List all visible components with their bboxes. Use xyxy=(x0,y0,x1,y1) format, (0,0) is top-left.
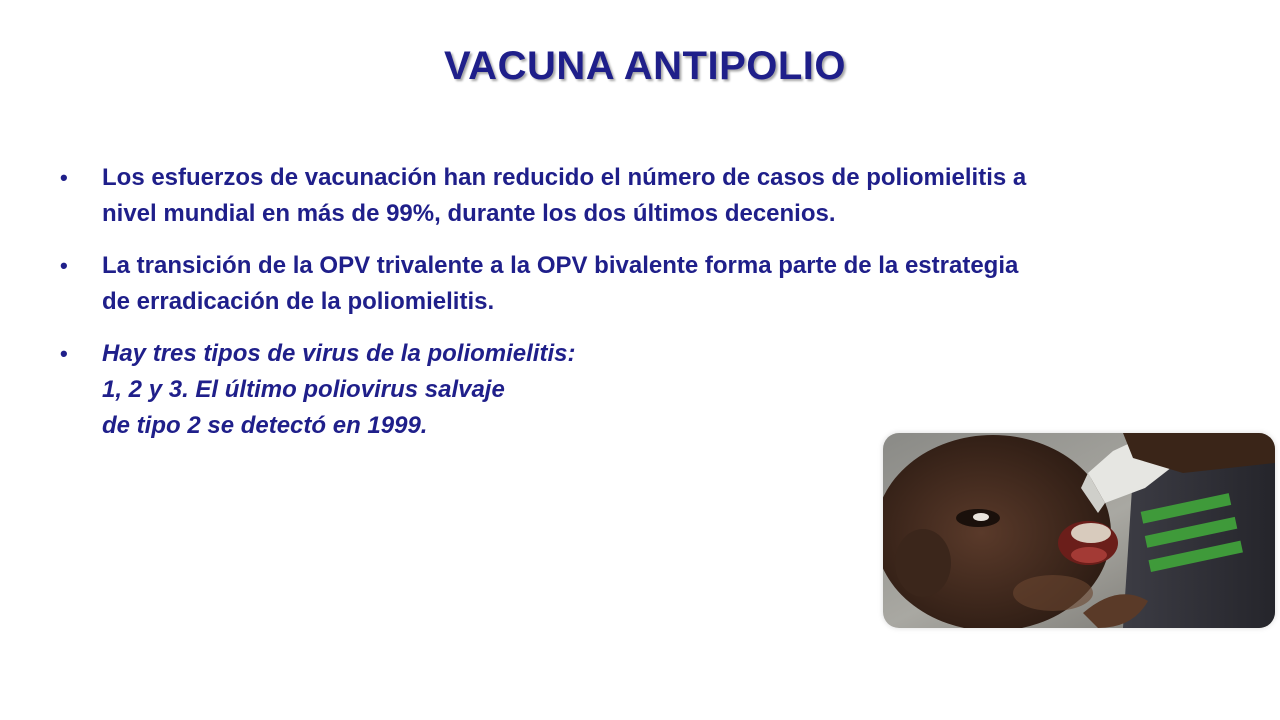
bullet-item-vaccination-efforts xyxy=(60,160,1200,232)
child-vaccine-illustration xyxy=(883,433,1275,628)
bullet-text xyxy=(102,336,1200,444)
bullet-item-opv-transition xyxy=(60,248,1200,320)
bullet-dot-icon: • xyxy=(60,253,68,278)
bullet-dot-icon: • xyxy=(60,341,68,366)
bullet-line: Los esfuerzos de vacunación han reducido el número de casos de poliomielitis a xyxy=(102,164,1027,191)
bullet-text xyxy=(102,248,1200,320)
bullet-line: nivel mundial en más de 99%, durante los dos últimos decenios. xyxy=(102,200,836,227)
bullet-dot-icon: • xyxy=(60,165,68,190)
bullet-line: La transición de la OPV trivalente a la OPV bivalente forma parte de la estrategia xyxy=(102,252,1019,279)
bullet-text xyxy=(102,160,1200,232)
bullet-list xyxy=(60,160,1200,460)
bullet-line: Hay tres tipos de virus de la poliomielitis: xyxy=(102,340,576,367)
bullet-line: 1, 2 y 3. El último poliovirus salvaje xyxy=(102,376,505,403)
vaccination-photo xyxy=(883,433,1275,628)
bullet-line: de erradicación de la poliomielitis. xyxy=(102,288,495,315)
bullet-line: de tipo 2 se detectó en 1999. xyxy=(102,412,428,439)
bullet-item-virus-types xyxy=(60,336,1200,444)
slide-title: VACUNA ANTIPOLIO xyxy=(443,44,847,88)
